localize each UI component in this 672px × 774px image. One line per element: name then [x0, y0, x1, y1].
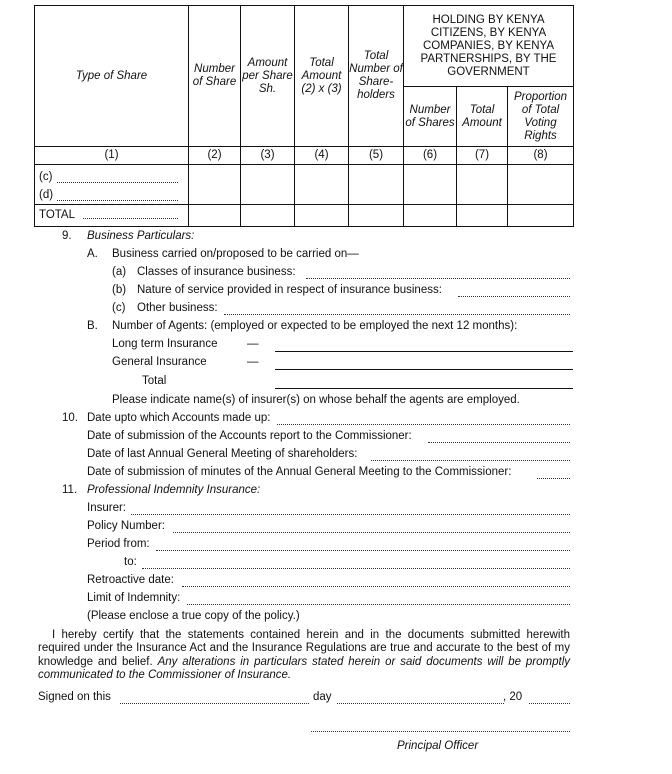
header-total-amount: Total Amount (2) x (3): [295, 6, 349, 147]
general-insurance-dash: —: [247, 356, 259, 368]
general-insurance-field[interactable]: [275, 369, 573, 370]
table-cell[interactable]: [295, 165, 349, 205]
agm-minutes-label: Date of submission of minutes of the Annual General Meeting to the Commissioner:: [87, 466, 512, 478]
col-number-5: (5): [349, 147, 404, 165]
day-label: day: [313, 691, 332, 703]
col-number-8: (8): [508, 147, 574, 165]
long-term-label: Long term Insurance: [112, 338, 218, 350]
long-term-dash: —: [247, 338, 259, 350]
period-to-label: to:: [124, 556, 137, 568]
limit-of-indemnity-field[interactable]: [187, 604, 570, 605]
row-label-d: (d): [35, 186, 188, 204]
general-insurance-label: General Insurance: [112, 356, 207, 368]
agm-minutes-field[interactable]: [537, 478, 570, 479]
insurer-field[interactable]: [131, 514, 570, 515]
row-label-c: (c): [35, 168, 188, 186]
nature-of-service-field[interactable]: [458, 296, 570, 297]
period-from-label: Period from:: [87, 538, 150, 550]
period-from-field[interactable]: [156, 550, 570, 551]
policy-number-label: Policy Number:: [87, 520, 165, 532]
section9-title: Business Particulars:: [87, 230, 195, 242]
signed-on-label: Signed on this: [38, 691, 111, 703]
table-cell[interactable]: [241, 205, 295, 227]
year-label: , 20: [503, 691, 523, 703]
enclose-note: (Please enclose a true copy of the policy.): [87, 610, 300, 622]
certification-italic-text: Any alterations in particulars stated herein or said documents will be promptly communicated to the Commissioner of Insurance.: [38, 655, 571, 682]
col-number-3: (3): [241, 147, 295, 165]
table-row-total: [35, 205, 189, 227]
table-cell[interactable]: [457, 205, 508, 227]
header-amount-per-share: Amount per Share Sh.: [241, 6, 295, 147]
row-label-total: TOTAL: [35, 209, 188, 222]
principal-officer-label: Principal Officer: [397, 740, 479, 752]
certification-text: I hereby certify that the statements contained herein and in the documents submitted herewith required under the Insurance Act and the Insurance Regulations are true and accurate to the best of my knowledge and belief.: [38, 629, 570, 668]
table-cell[interactable]: [349, 165, 404, 205]
header-proportion-voting: Proportion of Total Voting Rights: [508, 87, 574, 147]
agents-total-label: Total: [142, 375, 167, 387]
header-number-of-shares: Number of Shares: [404, 87, 457, 147]
item-a-label: (a): [112, 266, 127, 278]
share-table: [34, 5, 574, 227]
table-cell[interactable]: [189, 165, 241, 205]
col-number-2: (2): [189, 147, 241, 165]
retroactive-date-field[interactable]: [182, 586, 570, 587]
section9-b-label: B.: [87, 320, 98, 332]
header-total-shareholders: Total Number of Share-holders: [349, 6, 404, 147]
table-cell[interactable]: [457, 165, 508, 205]
header-type-of-share: Type of Share: [35, 6, 189, 147]
table-cell[interactable]: [404, 205, 457, 227]
section9-a-text: Business carried on/proposed to be carried on—: [112, 248, 359, 260]
col-number-1: (1): [35, 147, 189, 165]
period-to-field[interactable]: [142, 568, 570, 569]
certification-paragraph: [38, 629, 570, 683]
accounts-date-label: Date upto which Accounts made up:: [87, 412, 271, 424]
section11-number: 11.: [62, 484, 78, 496]
other-business-label: Other business:: [137, 302, 218, 314]
accounts-submission-field[interactable]: [428, 442, 570, 443]
year-field[interactable]: [529, 703, 570, 704]
retroactive-date-label: Retroactive date:: [87, 574, 174, 586]
section11-title: Professional Indemnity Insurance:: [87, 484, 261, 496]
col-number-7: (7): [457, 147, 508, 165]
long-term-field[interactable]: [275, 351, 573, 352]
accounts-submission-label: Date of submission of the Accounts report to the Commissioner:: [87, 430, 412, 442]
limit-of-indemnity-label: Limit of Indemnity:: [87, 592, 181, 604]
classes-of-business-field[interactable]: [306, 278, 570, 279]
section9-a-label: A.: [87, 248, 98, 260]
table-cell[interactable]: [349, 205, 404, 227]
header-holding-total-amount: Total Amount: [457, 87, 508, 147]
classes-of-business-label: Classes of insurance business:: [137, 266, 296, 278]
table-row-cd: [35, 165, 189, 205]
signed-on-field[interactable]: [120, 703, 309, 704]
table-cell[interactable]: [508, 165, 574, 205]
last-agm-field[interactable]: [371, 460, 570, 461]
policy-number-field[interactable]: [173, 532, 570, 533]
agents-total-field[interactable]: [275, 388, 573, 389]
section9-number: 9.: [62, 230, 72, 242]
table-cell[interactable]: [404, 165, 457, 205]
last-agm-label: Date of last Annual General Meeting of shareholders:: [87, 448, 358, 460]
table-cell[interactable]: [295, 205, 349, 227]
col-number-6: (6): [404, 147, 457, 165]
other-business-field[interactable]: [224, 314, 570, 315]
item-c-label: (c): [112, 302, 126, 314]
number-of-agents-label: Number of Agents: (employed or expected to be employed the next 12 months):: [112, 320, 518, 332]
item-b-label: (b): [112, 284, 127, 296]
header-number-of-share: Number of Share: [189, 6, 241, 147]
insurers-note: Please indicate name(s) of insurer(s) on whose behalf the agents are employed.: [112, 394, 520, 406]
table-cell[interactable]: [241, 165, 295, 205]
table-cell[interactable]: [508, 205, 574, 227]
col-number-4: (4): [295, 147, 349, 165]
table-cell[interactable]: [189, 205, 241, 227]
section10-number: 10.: [62, 412, 78, 424]
accounts-date-field[interactable]: [277, 424, 570, 425]
principal-officer-signature-field[interactable]: [311, 731, 570, 732]
insurer-label: Insurer:: [87, 502, 126, 514]
nature-of-service-label: Nature of service provided in respect of insurance business:: [137, 284, 442, 296]
day-field[interactable]: [337, 703, 504, 704]
header-holding-group: HOLDING BY KENYA CITIZENS, BY KENYA COMPANIES, BY KENYA PARTNERSHIPS, BY THE GOVERNMENT: [404, 6, 574, 87]
